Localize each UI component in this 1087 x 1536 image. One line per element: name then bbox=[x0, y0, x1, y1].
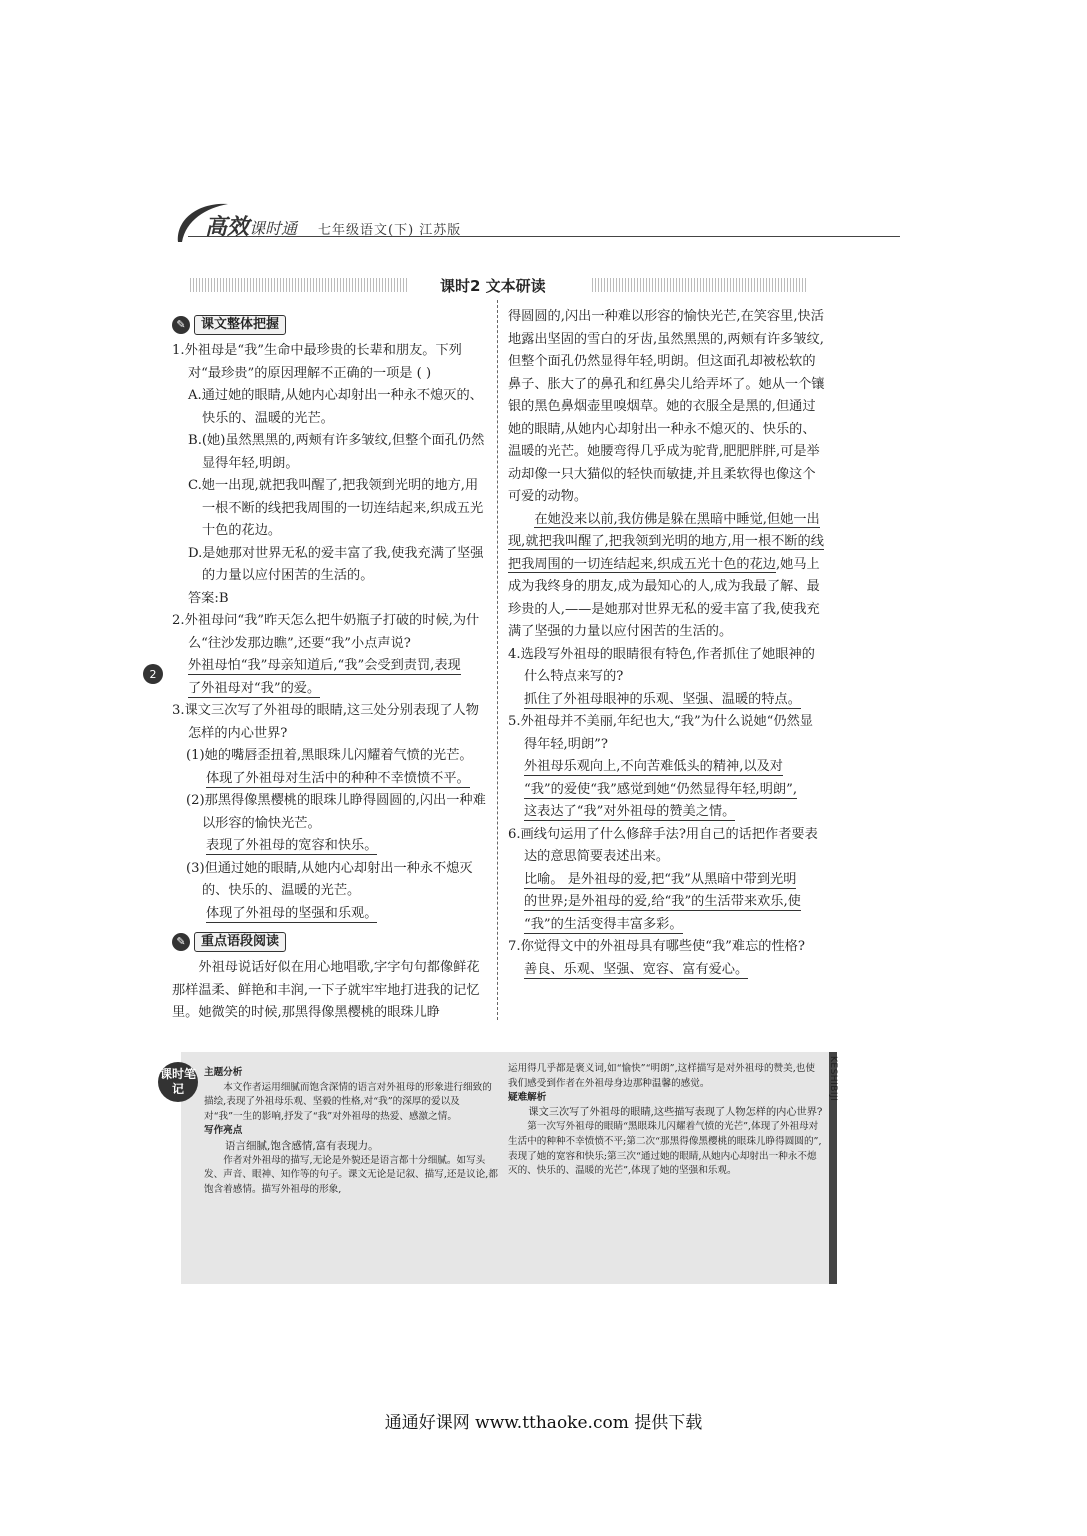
header-rule bbox=[188, 236, 900, 237]
notes-left-column bbox=[204, 1066, 498, 1197]
passage-part-1: 外祖母说话好似在用心地唱歌,字字句句都像鲜花那样温柔、鲜艳和丰润,一下子就牢牢地打进我的记忆里。她微笑的时候,那黑得像黑樱桃的眼珠儿睁 bbox=[172, 960, 480, 1020]
right-column bbox=[508, 306, 826, 981]
answer-5-line2: “我”的爱使“我”感觉到她“仍然显得年轻,明朗”, bbox=[524, 781, 798, 797]
title-hatch-left bbox=[190, 278, 408, 292]
answer-6-line2: 的世界;是外祖母的爱,给“我”的生活带来欢乐,使 bbox=[524, 894, 801, 909]
brand-small: 课时通 bbox=[249, 219, 298, 238]
page-number: 2 bbox=[143, 664, 163, 684]
writing-heading: 写作亮点 bbox=[204, 1125, 243, 1137]
notes-badge: 课时笔记 bbox=[158, 1062, 198, 1102]
question-3-2: (2)那黑得像黑樱桃的眼珠儿睁得圆圆的,闪出一种难以形容的愉快光芒。 bbox=[186, 793, 486, 831]
brand-main: 高效 bbox=[205, 214, 250, 240]
notes-right-column bbox=[508, 1062, 824, 1179]
answer-2-line1: 外祖母怕“我”母亲知道后,“我”会受到责罚,表现 bbox=[188, 658, 461, 673]
writing-body-2: 作者对外祖母的描写,无论是外貌还是语言都十分细腻。如写头发、声音、眼神、知作等的句子。课文无论是记叙、描写,还是议论,都饱含着感情。描写外祖母的形象, bbox=[204, 1154, 498, 1195]
question-4: 4.选段写外祖母的眼睛很有特色,作者抓住了她眼神的什么特点来写的? bbox=[508, 646, 815, 684]
section-key-reading bbox=[172, 931, 490, 953]
lesson-title: 课时2 文本研读 bbox=[440, 277, 546, 295]
question-3: 3.课文三次写了外祖母的眼睛,这三处分别表现了人物怎样的内心世界? bbox=[172, 703, 479, 741]
answer-3-2: 表现了外祖母的宽容和快乐。 bbox=[206, 838, 378, 853]
section-overall bbox=[172, 314, 490, 336]
passage-underlined: 在她没来以前,我仿佛是躲在黑暗中睡觉,但她一出现,就把我叫醒了,把我领到光明的地方,用一根不断的线把我周围的一切连结起来,织成五光十色的花边 bbox=[508, 511, 824, 572]
difficult-question: 课文三次写了外祖母的眼睛,这些描写表现了人物怎样的内心世界? bbox=[528, 1106, 823, 1118]
question-1: 1.外祖母是“我”生命中最珍贵的长辈和朋友。下列对“最珍贵”的原因理解不正确的一项是 ( ) bbox=[172, 343, 462, 381]
answer-2-line2: 了外祖母对“我”的爱。 bbox=[188, 680, 321, 696]
question-2: 2.外祖母问“我”昨天怎么把牛奶瓶子打破的时候,为什么“往沙发那边瞧”,还要“我”小点声说? bbox=[172, 613, 480, 651]
section-overall-label: 课文整体把握 bbox=[194, 315, 286, 335]
passage-part-2: 得圆圆的,闪出一种难以形容的愉快光芒,在笑容里,快活地露出坚固的雪白的牙齿,虽然黑黑的,两颊有许多皱纹,但整个面孔仍然显得年轻,明朗。但这面孔却被松软的鼻子、胀大了的鼻孔和红鼻尖儿给弄坏了。她从一个镶银的黑色鼻烟壶里嗅烟草。她的衣服全是黑的,但通过她的眼睛,从她内心却射出一种永不熄灭的、快乐的、温暖的光芒。她腰弯得几乎成为驼背,肥肥胖胖,可是举动却像一只大猫似的轻快而敏捷,并且柔软得也像这个可爱的动物。 bbox=[508, 309, 825, 504]
question-6: 6.画线句运用了什么修辞手法?用自己的话把作者要表达的意思简要表述出来。 bbox=[508, 826, 818, 864]
pencil-icon: ✎ bbox=[172, 316, 190, 334]
answer-4: 抓住了外祖母眼神的乐观、坚强、温暖的特点。 bbox=[524, 691, 801, 707]
answer-6-line1: 比喻。 是外祖母的爱,把“我”从黑暗中带到光明 bbox=[524, 871, 797, 887]
notes-right-continuation: 运用得几乎都是褒义词,如“愉快”“明朗”,这样描写是对外祖母的赞美,也使我们感受到作者在外祖母身边那种温馨的感觉。 bbox=[508, 1063, 815, 1089]
answer-7: 善良、乐观、坚强、宽容、富有爱心。 bbox=[524, 961, 749, 977]
answer-5-line3: 这表达了“我”对外祖母的赞美之情。 bbox=[524, 804, 736, 819]
writing-body-1: 语言细腻,饱含感情,富有表现力。 bbox=[225, 1139, 379, 1152]
passage-part-3 bbox=[508, 509, 826, 644]
answer-3-3: 体现了外祖母的坚强和乐观。 bbox=[206, 905, 378, 921]
difficult-heading: 疑难解析 bbox=[508, 1092, 547, 1104]
title-hatch-right bbox=[592, 278, 806, 292]
question-3-3: (3)但通过她的眼睛,从她内心却射出一种永不熄灭的、快乐的、温暖的光芒。 bbox=[186, 860, 473, 898]
download-footer: 通通好课网 www.tthaoke.com 提供下载 bbox=[384, 1413, 703, 1433]
answer-6-line3: “我”的生活变得丰富多彩。 bbox=[524, 916, 683, 932]
question-3-1: (1)她的嘴唇歪扭着,黑眼珠儿闪耀着气愤的光芒。 bbox=[186, 748, 473, 763]
option-b: B.(她)虽然黑黑的,两颊有许多皱纹,但整个面孔仍然显得年轻,明朗。 bbox=[188, 433, 485, 471]
question-5: 5.外祖母并不美丽,年纪也大,“我”为什么说她“仍然显得年轻,明朗”? bbox=[508, 714, 813, 752]
pencil-icon: ✎ bbox=[172, 933, 190, 951]
section-key-reading-label: 重点语段阅读 bbox=[194, 932, 286, 952]
book-subtitle: 七年级语文(下) 江苏版 bbox=[318, 223, 462, 238]
left-column bbox=[172, 314, 490, 1025]
answer-3-1: 体现了外祖母对生活中的种种不幸愤愤不平。 bbox=[206, 770, 470, 786]
theme-heading: 主题分析 bbox=[204, 1067, 243, 1078]
difficult-answer: 第一次写外祖母的眼睛“黑眼珠儿闪耀着气愤的光芒”,体现了外祖母对生活中的种种不幸愤愤不平;第二次“那黑得像黑樱桃的眼珠儿睁得圆圆的”,表现了她的宽容和快乐;第三次“通过她的眼睛,从她内心却射出一种永不熄灭的、快乐的、温暖的光芒”,体现了她的坚强和乐观。 bbox=[508, 1121, 822, 1177]
option-c: C.她一出现,就把我叫醒了,把我领到光明的地方,用一根不断的线把我周围的一切连结起来,织成五光十色的花边。 bbox=[188, 478, 484, 538]
answer-1: 答案:B bbox=[188, 590, 229, 606]
notes-side-text: KESHIBIJI bbox=[828, 1056, 838, 1102]
option-a: A.通过她的眼睛,从她内心却射出一种永不熄灭的、快乐的、温暖的光芒。 bbox=[188, 388, 483, 426]
theme-body: 本文作者运用细腻而饱含深情的语言对外祖母的形象进行细致的描绘,表现了外祖母乐观、坚毅的性格,对“我”的深厚的爱以及对“我”一生的影响,抒发了“我”对外祖母的热爱、感激之情。 bbox=[204, 1081, 492, 1122]
passage-part-3-rest: ,她马上成为我终身的朋友,成为最知心的人,成为我最了解、最珍贵的人,——是她那对世界无私的爱丰富了我,使我充满了坚强的力量以应付困苦的生活的。 bbox=[508, 556, 820, 639]
column-divider bbox=[497, 300, 498, 1020]
option-d: D.是她那对世界无私的爱丰富了我,使我充满了坚强的力量以应付困苦的生活的。 bbox=[188, 545, 484, 583]
answer-5-line1: 外祖母乐观向上,不向苦难低头的精神,以及对 bbox=[524, 759, 783, 774]
question-7: 7.你觉得文中的外祖母具有哪些使“我”难忘的性格? bbox=[508, 939, 805, 954]
